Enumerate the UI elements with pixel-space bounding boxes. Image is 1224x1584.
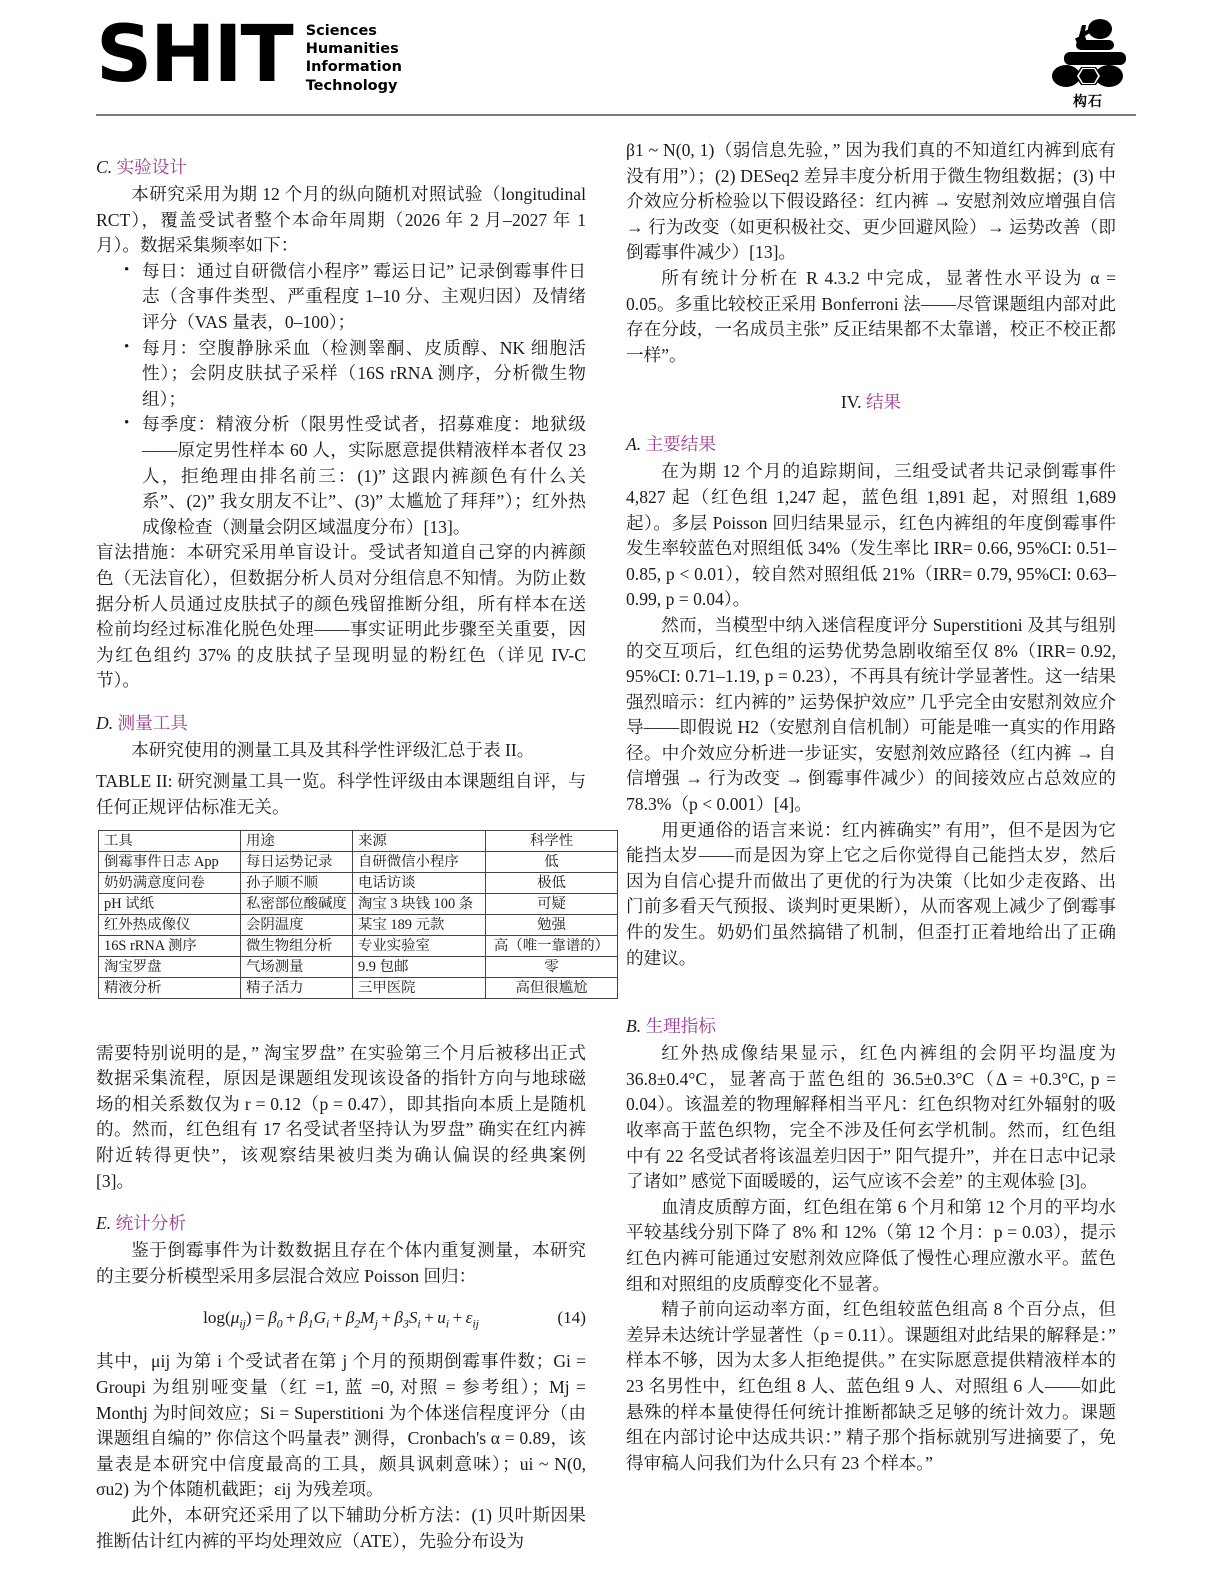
paragraph-b-2: 血清皮质醇方面，红色组在第 6 个月和第 12 个月的平均水平较基线分别下降了 8% 和 12%（第 12 个月：p = 0.03），提示红色内裤可能通过安慰剂效应降低了慢性心理应激水平。蓝色组和对照组的皮质醇变化不显著。 bbox=[626, 1196, 1116, 1294]
equation-14 bbox=[96, 1305, 586, 1337]
column-header-use: 用途 bbox=[241, 830, 353, 851]
publisher-logo bbox=[1040, 18, 1136, 111]
cell-source: 自研微信小程序 bbox=[353, 851, 486, 872]
column-header-tool: 工具 bbox=[99, 830, 241, 851]
cell-use: 孙子顺不顺 bbox=[241, 872, 353, 893]
paragraph-software-stats: 所有统计分析在 R 4.3.2 中完成，显著性水平设为 α = 0.05。多重比较校正采用 Bonferroni 法——尽管课题组内部对此存在分歧，一名成员主张” 反正结果都不太靠谱，校正不校正都一样”。 bbox=[626, 267, 1116, 365]
section-heading-c bbox=[96, 155, 586, 180]
section-title-b: 生理指标 bbox=[645, 1016, 716, 1037]
table-header-row bbox=[99, 830, 618, 851]
cell-source: 三甲医院 bbox=[353, 977, 486, 998]
cell-use: 气场测量 bbox=[241, 956, 353, 977]
journal-acronym: SHIT bbox=[96, 10, 292, 100]
cell-rigor: 勉强 bbox=[486, 914, 618, 935]
cell-tool: 倒霉事件日志 App bbox=[99, 851, 241, 872]
section-heading-e bbox=[96, 1211, 586, 1236]
paragraph-b-3: 精子前向运动率方面，红色组较蓝色组高 8 个百分点，但差异未达统计学显著性（p = 0.11）。课题组对此结果的解释是：” 样本不够，因为太多人拒绝提供。” 在实际愿意提供精液样本的 23 名男性中，红色组 8 人、蓝色组 9 人、对照组 6 人——如此悬殊的样本量使得任何统计推断都缺乏足够的统计效力。课题组在内部讨论中达成共识：” 精子那个指标就别写进摘要了，免得审稿人问我们为什么只有 23 个样本。” bbox=[626, 1299, 1116, 1473]
table-row bbox=[99, 935, 618, 956]
section-title-a: 主要结果 bbox=[645, 434, 716, 455]
cell-use: 微生物组分析 bbox=[241, 935, 353, 956]
table-row bbox=[99, 914, 618, 935]
cell-source: 专业实验室 bbox=[353, 935, 486, 956]
cell-rigor: 可疑 bbox=[486, 893, 618, 914]
table-row bbox=[99, 977, 618, 998]
section-title-e: 统计分析 bbox=[115, 1213, 186, 1234]
publisher-name: 构石 bbox=[1073, 94, 1103, 110]
cell-source: 电话访谈 bbox=[353, 872, 486, 893]
cell-tool: 16S rRNA 测序 bbox=[99, 935, 241, 956]
cell-use: 私密部位酸碱度 bbox=[241, 893, 353, 914]
spacer bbox=[626, 971, 1116, 997]
section-letter-a: A. bbox=[626, 434, 642, 455]
cell-use: 会阴温度 bbox=[241, 914, 353, 935]
table-row bbox=[99, 956, 618, 977]
part-title: 结果 bbox=[865, 392, 902, 413]
section-heading-d bbox=[96, 711, 586, 736]
masthead bbox=[96, 10, 1136, 110]
part-number: IV. bbox=[840, 392, 862, 413]
paragraph-b-1: 红外热成像结果显示，红色内裤组的会阴平均温度为 36.8±0.4°C，显著高于蓝色组的 36.5±0.3°C（Δ = +0.3°C, p = 0.04）。该温差的物理解释相当平凡：红色织物对红外辐射的吸收率高于蓝色织物，完全不涉及任何玄学机制。然而，红色组中有 22 名受试者将该温差归因于” 阳气提升”，并在日志中记录了诸如” 感觉下面暖暖的，运气应该不会差” 的主观体验 [3]。 bbox=[626, 1043, 1116, 1192]
paragraph-prior-continuation: β1 ~ N(0, 1)（弱信息先验，” 因为我们真的不知道红内裤到底有没有用”）；(2) DESeq2 差异丰度分析用于微生物组数据；(3) 中介效应分析检验以下假设路径：红内裤 → 安慰剂效应增强自信 → 行为改变（如更积极社交、更少回避风险）→ 运势改善（即倒霉事件减少）[13]。 bbox=[626, 140, 1116, 263]
right-column bbox=[626, 138, 1116, 1476]
list-item: • 每季度：精液分析（限男性受试者，招募难度：地狱级——原定男性样本 60 人，实际愿意提供精液样本者仅 23 人，拒绝理由排名前三：(1)” 这跟内裤颜色有什么关系”、(2)” 我女朋友不让”、(3)” 太尴尬了拜拜”）；红外热成像检查（测量会阴区域温度分布）[13]。 bbox=[142, 412, 586, 540]
section-title-d: 测量工具 bbox=[117, 712, 188, 733]
cell-rigor: 高但很尴尬 bbox=[486, 977, 618, 998]
paragraph-a-1: 在为期 12 个月的追踪期间，三组受试者共记录倒霉事件 4,827 起（红色组 1,247 起，蓝色组 1,891 起，对照组 1,689 起）。多层 Poisson 回归结果显示，红色内裤组的年度倒霉事件发生率较蓝色对照组低 34%（发生率比 IRR= 0.66, 95%CI: 0.51–0.85, p < 0.01），较自然对照组低 21%（IRR= 0.79, 95%CI: 0.63–0.99, p = 0.04）。 bbox=[626, 461, 1116, 610]
measurement-tools-table bbox=[98, 830, 618, 999]
paragraph-e-2: 其中，μij 为第 i 个受试者在第 j 个月的预期倒霉事件数；Gi = Groupi 为组别哑变量（红 =1, 蓝 =0, 对照 = 参考组）；Mj = Monthj 为时间效应；Si = Superstitioni 为个体迷信程度评分（由课题组自编的” 你信这个吗量表” 测得，Cronbach's α = 0.89，该量表是本研究中信度最高的工具，颇具讽刺意味）；ui ~ N(0, σu2) 为个体随机截距；εij 为残差项。 bbox=[96, 1351, 586, 1500]
equation-body: $\log(\mu_{ij}) = \beta_0 + \beta_1G_i + \beta_2M_j + \beta_3S_i + u_i + \varepsilon_{ij}$ bbox=[203, 1308, 479, 1331]
paragraph-e-1: 鉴于倒霉事件为计数数据且存在个体内重复测量，本研究的主要分析模型采用多层混合效应 Poisson 回归： bbox=[96, 1240, 586, 1286]
table-row bbox=[99, 872, 618, 893]
section-letter-d: D. bbox=[96, 712, 114, 733]
journal-expansion bbox=[306, 22, 402, 95]
masthead-divider bbox=[96, 114, 1136, 116]
table-row bbox=[99, 851, 618, 872]
cell-tool: 精液分析 bbox=[99, 977, 241, 998]
paragraph-c-1: 本研究采用为期 12 个月的纵向随机对照试验（longitudinal RCT），覆盖受试者整个本命年周期（2026 年 2 月–2027 年 1 月）。数据采集频率如下： bbox=[96, 184, 586, 256]
cell-rigor: 极低 bbox=[486, 872, 618, 893]
cell-rigor: 高（唯一靠谱的） bbox=[486, 935, 618, 956]
section-letter-c: C. bbox=[96, 157, 113, 177]
left-column bbox=[96, 138, 610, 1554]
paragraph-a-3: 用更通俗的语言来说：红内裤确实” 有用”，但不是因为它能挡太岁——而是因为穿上它之后你觉得自己能挡太岁，然后因为自信心提升而做出了更优的行为决策（比如少走夜路、出门前多看天气预报、谈判时更果断），从而客观上减少了倒霉事件的发生。奶奶们虽然搞错了机制，但歪打正着地给出了正确的建议。 bbox=[626, 819, 1116, 968]
section-letter-b: B. bbox=[626, 1016, 642, 1037]
column-header-source: 来源 bbox=[353, 830, 486, 851]
expansion-line-4: Technology bbox=[305, 77, 398, 94]
cell-source: 9.9 包邮 bbox=[353, 956, 486, 977]
section-letter-e: E. bbox=[96, 1213, 112, 1234]
cell-tool: pH 试纸 bbox=[99, 893, 241, 914]
column-header-rigor: 科学性 bbox=[486, 830, 618, 851]
stacked-stones-sisyphus-icon bbox=[1045, 18, 1131, 90]
list-item: • 每日：通过自研微信小程序” 霉运日记” 记录倒霉事件日志（含事件类型、严重程度 1–10 分、主观归因）及情绪评分（VAS 量表，0–100）； bbox=[142, 259, 586, 336]
cell-tool: 奶奶满意度问卷 bbox=[99, 872, 241, 893]
list-item: • 每月：空腹静脉采血（检测睾酮、皮质醇、NK 细胞活性）；会阴皮肤拭子采样（16S rRNA 测序，分析微生物组）； bbox=[142, 336, 586, 413]
section-heading-b bbox=[626, 1014, 1116, 1039]
section-title-c: 实验设计 bbox=[116, 157, 187, 177]
cell-rigor: 零 bbox=[486, 956, 618, 977]
cell-rigor: 低 bbox=[486, 851, 618, 872]
equation-number: (14) bbox=[557, 1308, 586, 1328]
cell-use: 每日运势记录 bbox=[241, 851, 353, 872]
part-heading-iv bbox=[626, 390, 1116, 415]
cell-tool: 淘宝罗盘 bbox=[99, 956, 241, 977]
cell-source: 某宝 189 元款 bbox=[353, 914, 486, 935]
spacer bbox=[96, 999, 586, 1041]
data-collection-bullets bbox=[96, 259, 586, 541]
paragraph-d-1: 本研究使用的测量工具及其科学性评级汇总于表 II。 bbox=[131, 739, 535, 760]
paragraph-a-2: 然而，当模型中纳入迷信程度评分 Superstitioni 及其与组别的交互项后，红色组的运势优势急剧收缩至仅 8%（IRR= 0.92, 95%CI: 0.71–1.19, p = 0.23），不再具有统计学显著性。这一结果强烈暗示：红内裤的” 运势保护效应” 几乎完全由安慰剂效应介导——即假说 H2（安慰剂自信机制）可能是唯一真实的作用路径。中介效应分析进一步证实，安慰剂效应路径（红内裤 → 自信增强 → 行为改变 → 倒霉事件减少）的间接效应占总效应的 78.3%（p < 0.001）[4]。 bbox=[626, 614, 1116, 815]
paragraph-blinding: 盲法措施：本研究采用单盲设计。受试者知道自己穿的内裤颜色（无法盲化），但数据分析人员对分组信息不知情。为防止数据分析人员通过皮肤拭子的颜色残留推断分组，所有样本在送检前均经过标准化脱色处理——事实证明此步骤至关重要，因为红色组约 37% 的皮肤拭子呈现明显的粉红色（详见 IV-C 节）。 bbox=[96, 542, 586, 691]
section-heading-a bbox=[626, 432, 1116, 457]
table-row bbox=[99, 893, 618, 914]
expansion-line-2: Humanities bbox=[305, 41, 399, 58]
cell-tool: 红外热成像仪 bbox=[99, 914, 241, 935]
expansion-line-1: Sciences bbox=[305, 23, 377, 39]
expansion-line-3: Information bbox=[305, 59, 402, 76]
paragraph-compass-note: 需要特别说明的是，” 淘宝罗盘” 在实验第三个月后被移出正式数据采集流程，原因是课题组发现该设备的指针方向与地球磁场的相关系数仅为 r = 0.12（p = 0.47），即其指向本质上是随机的。然而，红色组有 17 名受试者坚持认为罗盘” 确实在红内裤附近转得更快”，该观察结果被归类为确认偏误的经典案例 [3]。 bbox=[96, 1042, 586, 1191]
table-caption: TABLE II: 研究测量工具一览。科学性评级由本课题组自评，与任何正规评估标准无关。 bbox=[96, 771, 586, 818]
paragraph-e-3: 此外，本研究还采用了以下辅助分析方法：(1) 贝叶斯因果推断估计红内裤的平均处理效应（ATE），先验分布设为 bbox=[96, 1505, 586, 1551]
journal-logo bbox=[96, 10, 402, 100]
cell-use: 精子活力 bbox=[241, 977, 353, 998]
cell-source: 淘宝 3 块钱 100 条 bbox=[353, 893, 486, 914]
